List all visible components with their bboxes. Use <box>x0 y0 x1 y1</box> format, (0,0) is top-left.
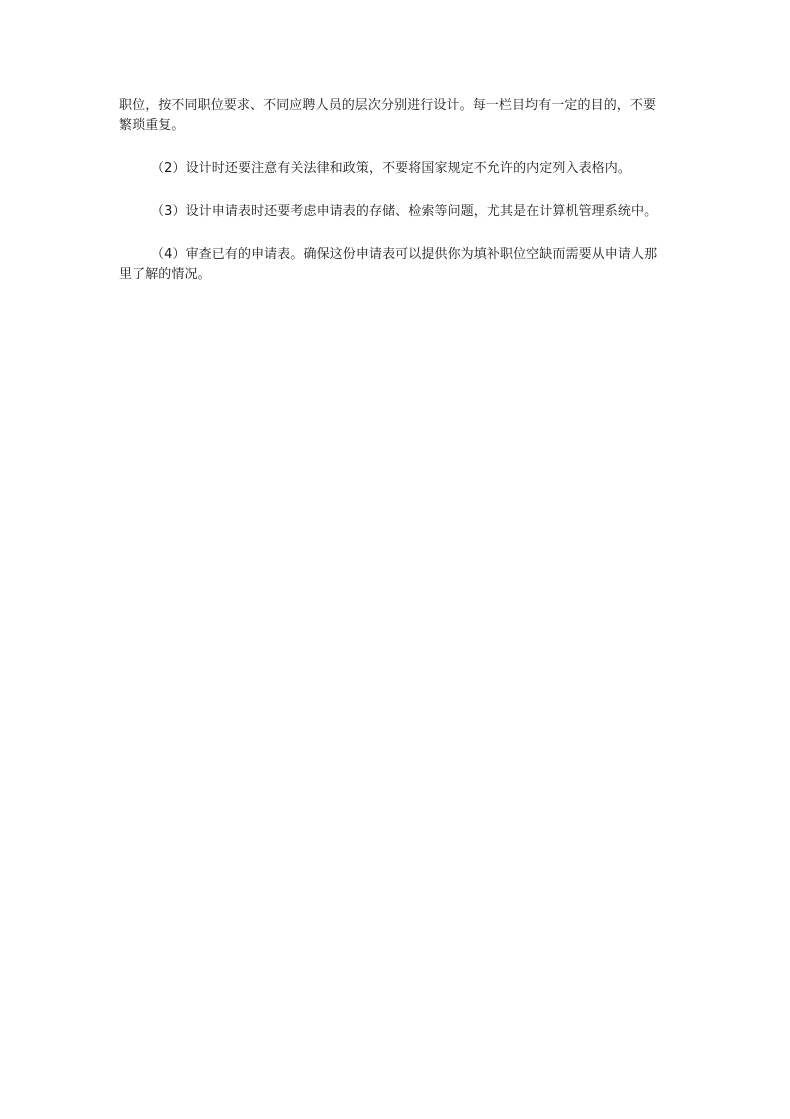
document-body <box>119 96 667 308</box>
paragraph-item-4: （4）审查已有的申请表。确保这份申请表可以提供你为填补职位空缺而需要从申请人那里了解的情况。 <box>119 247 658 282</box>
paragraph-continuation: 职位，按不同职位要求、不同应聘人员的层次分别进行设计。每一栏目均有一定的目的，不要繁琐重复。 <box>119 98 657 133</box>
paragraph-item-2: （2）设计时还要注意有关法律和政策，不要将国家规定不允许的内定列入表格内。 <box>151 161 631 176</box>
paragraph-item-3: （3）设计申请表时还要考虑申请表的存储、检索等问题，尤其是在计算机管理系统中。 <box>151 204 658 219</box>
